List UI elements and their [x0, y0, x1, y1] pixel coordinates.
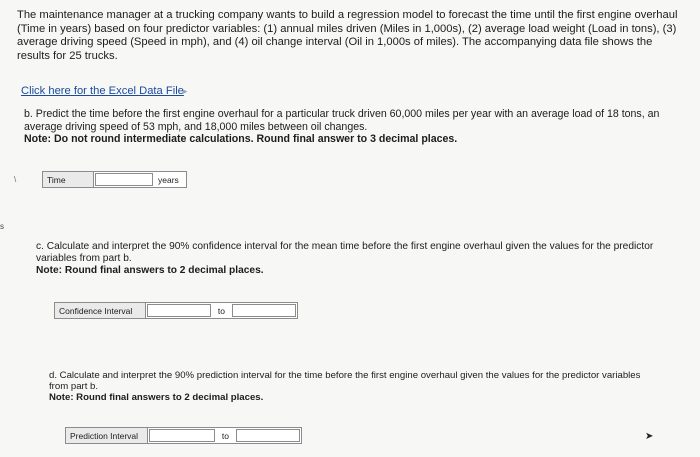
prediction-interval-row	[65, 427, 302, 444]
time-input[interactable]	[95, 173, 153, 186]
time-label: Time	[43, 172, 94, 187]
question-b-note: Note: Do not round intermediate calculations. Round final answer to 3 decimal places.	[24, 133, 458, 146]
confidence-interval-label: Confidence Interval	[55, 303, 146, 318]
question-c-text: c. Calculate and interpret the 90% confidence interval for the mean time before the first engine overhaul given the values for the predictor variables from part b.	[36, 241, 654, 264]
margin-mark: \	[14, 175, 17, 184]
link-marker: ▸	[183, 86, 188, 96]
mouse-pointer-icon: ➤	[645, 431, 654, 442]
edge-text: s	[0, 222, 4, 231]
question-d-text: d. Calculate and interpret the 90% prediction interval for the time before the first engine overhaul given the values for the predictor variables from part b.	[49, 370, 641, 393]
confidence-low-input[interactable]	[147, 304, 211, 317]
prediction-to-label: to	[216, 428, 235, 443]
question-b	[24, 108, 674, 146]
problem-intro: The maintenance manager at a trucking company wants to build a regression model to forecast the time until the first engine overhaul (Time in years) based on four predictor variables: (1) annual miles driven (Miles in 1,000s), (2) average load weight (Load in tons), (3) average driving speed (Speed in mph), and (4) oil change interval (Oil in 1,000s of miles). The accompanying data file shows the results for 25 trucks.	[17, 9, 678, 62]
confidence-interval-row	[54, 302, 298, 319]
time-unit: years	[158, 174, 179, 185]
prediction-interval-label: Prediction Interval	[66, 428, 148, 443]
question-d	[49, 370, 649, 404]
confidence-to-label: to	[212, 303, 231, 318]
prediction-low-input[interactable]	[149, 429, 215, 442]
question-d-note: Note: Round final answers to 2 decimal places.	[49, 392, 264, 404]
confidence-high-input[interactable]	[232, 304, 296, 317]
question-c	[36, 241, 656, 276]
question-b-text: b. Predict the time before the first engine overhaul for a particular truck driven 60,000 miles per year with an average load of 18 tons, an average driving speed of 53 mph, and 18,000 miles between oil changes.	[24, 108, 660, 133]
prediction-high-input[interactable]	[236, 429, 300, 442]
question-c-note: Note: Round final answers to 2 decimal places.	[36, 264, 264, 276]
excel-data-link[interactable]: Click here for the Excel Data File	[21, 85, 184, 97]
time-answer-row	[42, 171, 187, 188]
